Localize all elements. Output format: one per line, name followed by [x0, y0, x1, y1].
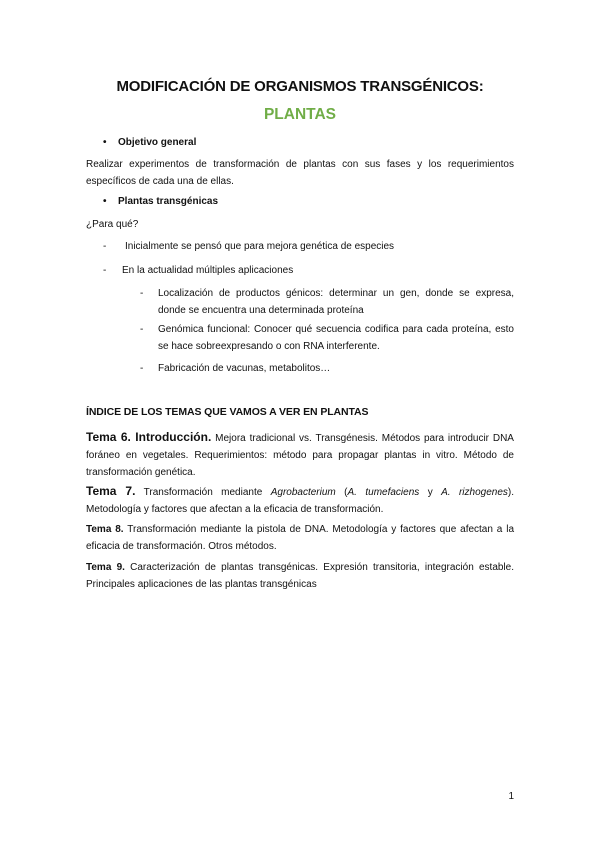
sub-list-item — [140, 321, 514, 355]
list-item — [103, 265, 294, 276]
heading-text: Plantas transgénicas — [118, 196, 219, 207]
tema-8-paragraph — [86, 521, 514, 555]
dash-marker: - — [140, 363, 144, 374]
index-heading: ÍNDICE DE LOS TEMAS QUE VAMOS A VER EN PLANTAS — [86, 406, 369, 418]
section-heading-plantas — [103, 196, 219, 207]
tema-italic-text: A. tumefaciens — [347, 487, 420, 498]
bullet-icon: • — [103, 196, 107, 207]
tema-text: ( — [335, 487, 348, 498]
tema-text: Caracterización de plantas transgénicas. Expresión transitoria, integración estable. Principales aplicaciones de las plantas transgénicas — [86, 562, 514, 590]
heading-text: Objetivo general — [118, 137, 197, 148]
bullet-icon: • — [103, 137, 107, 148]
tema-9-paragraph — [86, 559, 514, 593]
tema-italic-text: Agrobacterium — [270, 487, 336, 498]
dash-marker: - — [140, 288, 144, 299]
page-number: 1 — [508, 791, 514, 802]
tema-text: y — [419, 487, 442, 498]
dash-marker: - — [103, 265, 107, 276]
tema-text: Mejora tradicional vs. Transgénesis. Métodos para introducir DNA foráneo en vegetales. Requerimientos: método para propagar plantas in vitro. Método de transformación genética. — [86, 433, 514, 478]
tema-6-paragraph — [86, 429, 514, 481]
section-heading-objetivo — [103, 137, 197, 148]
tema-label: Tema 8. — [86, 524, 124, 535]
dash-marker: - — [103, 241, 107, 252]
sub-list-item — [140, 360, 514, 377]
tema-7-paragraph — [86, 483, 514, 518]
tema-label: Tema 6. Introducción. — [86, 430, 212, 444]
tema-label: Tema 9. — [86, 562, 125, 573]
tema-label: Tema 7. — [86, 484, 136, 498]
tema-italic-text: A. rizhogenes — [441, 487, 508, 498]
question-text: ¿Para qué? — [86, 219, 139, 230]
list-item-text: En la actualidad múltiples aplicaciones — [122, 265, 294, 276]
sub-list-item-text: Fabricación de vacunas, metabolitos… — [158, 363, 331, 374]
sub-list-item-text: Genómica funcional: Conocer qué secuencia codifica para cada proteína, esto se hace sobreexpresando o con RNA interferente. — [158, 324, 514, 352]
sub-list-item — [140, 285, 514, 319]
dash-marker: - — [140, 324, 144, 335]
document-title: MODIFICACIÓN DE ORGANISMOS TRANSGÉNICOS: — [116, 78, 484, 95]
list-item-text: Inicialmente se pensó que para mejora genética de especies — [125, 241, 395, 252]
tema-text: Transformación mediante la pistola de DNA. Metodología y factores que afectan a la eficacia de transformación. Otros métodos. — [86, 524, 515, 552]
list-item — [103, 241, 395, 252]
document-subtitle: PLANTAS — [263, 106, 337, 123]
objetivo-paragraph: Realizar experimentos de transformación de plantas con sus fases y los requerimientos específicos de cada una de ellas. — [86, 159, 514, 187]
tema-text: Transformación mediante — [135, 487, 271, 498]
sub-list-item-text: Localización de productos génicos: determinar un gen, donde se expresa, donde se encuentra una determinada proteína — [158, 288, 514, 316]
tema-text: ). Metodología y factores que afectan a la eficacia de transformación. — [86, 487, 514, 515]
